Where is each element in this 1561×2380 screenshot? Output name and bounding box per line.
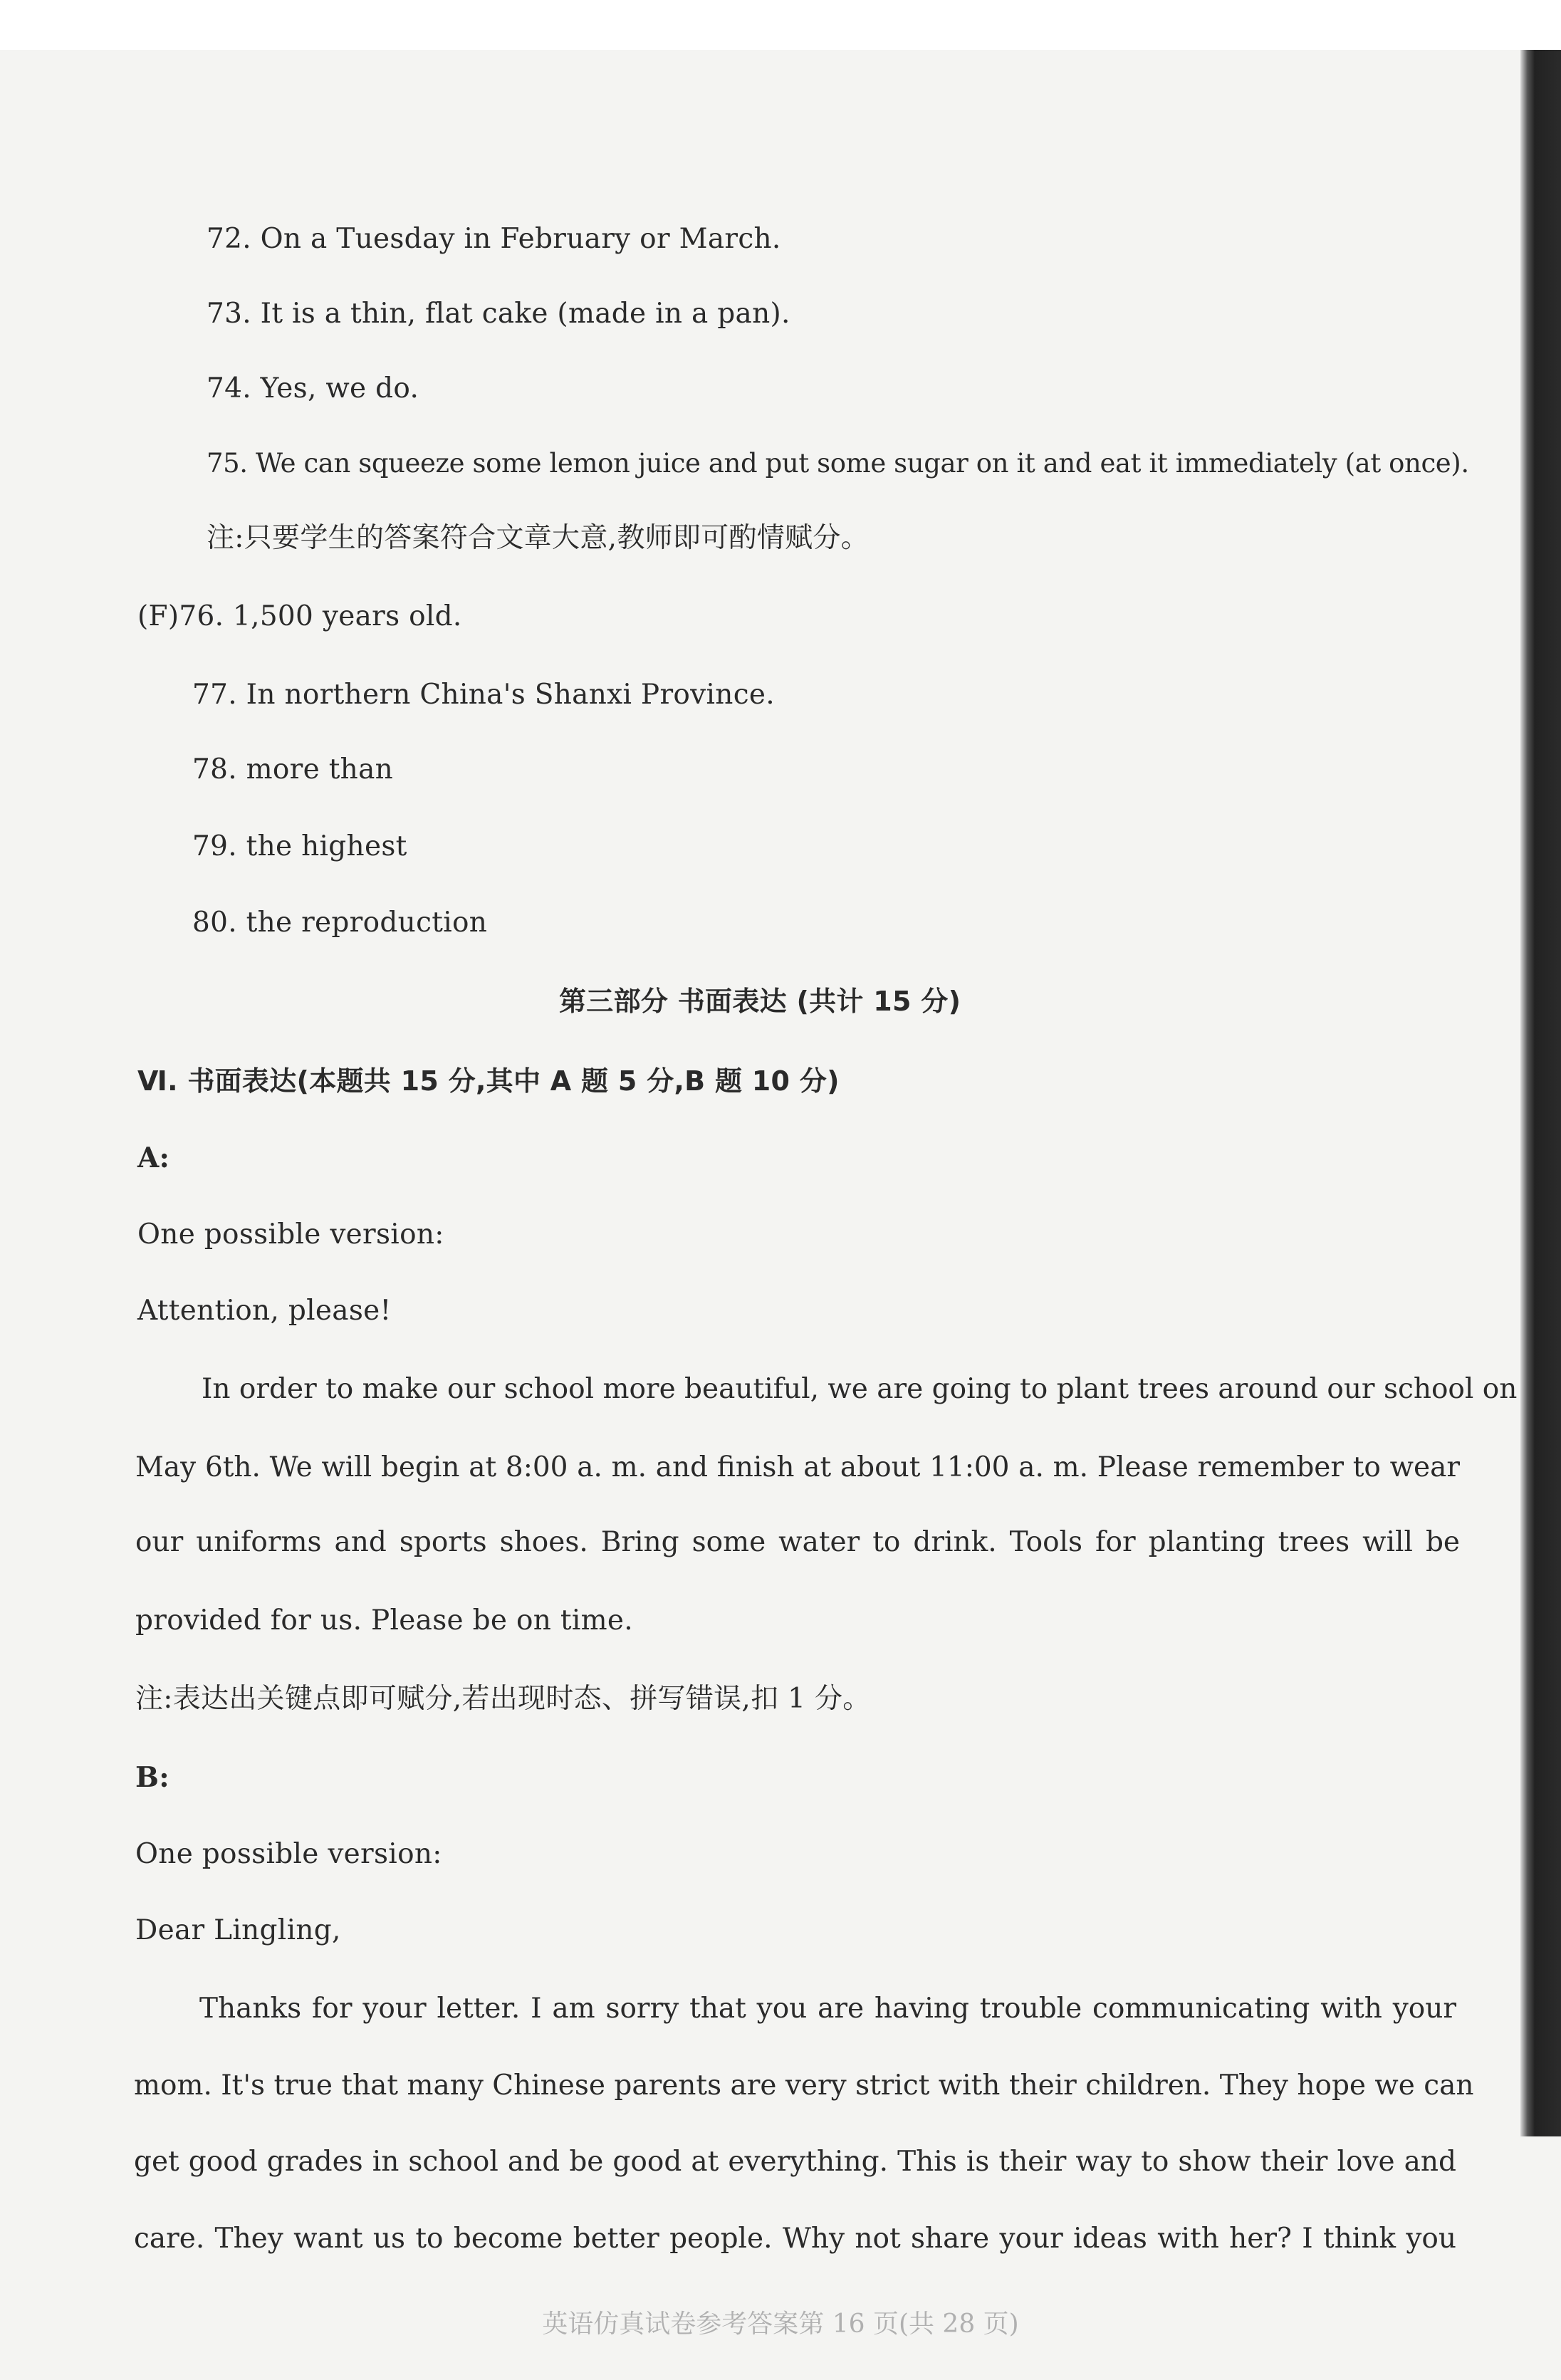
part-a-version: One possible version:: [137, 1218, 444, 1251]
scan-top-margin: [0, 0, 1561, 50]
note-scoring-e: 注:只要学生的答案符合文章大意,教师即可酌情赋分。: [207, 522, 870, 554]
page-footer: 英语仿真试卷参考答案第 16 页(共 28 页): [542, 2309, 1019, 2339]
section6-title: Ⅵ. 书面表达(本题共 15 分,其中 A 题 5 分,B 题 10 分): [137, 1065, 840, 1097]
part-b-line-3: get good grades in school and be good at everything. This is their way to show their love and: [134, 2146, 1456, 2178]
part-b-line-2: mom. It's true that many Chinese parents are very strict with their children. They hope we can: [134, 2070, 1474, 2102]
answer-77: 77. In northern China's Shanxi Province.: [192, 679, 775, 711]
part3-title: 第三部分 书面表达 (共计 15 分): [559, 986, 961, 1017]
answer-76: (F)76. 1,500 years old.: [137, 600, 462, 632]
part-a-line-3: our uniforms and sports shoes. Bring some water to drink. Tools for planting trees will be: [135, 1526, 1460, 1558]
part-b-version: One possible version:: [135, 1838, 442, 1870]
answer-75: 75. We can squeeze some lemon juice and put some sugar on it and eat it immediately (at once).: [207, 448, 1469, 479]
answer-74: 74. Yes, we do.: [207, 372, 419, 405]
part-b-label: B:: [135, 1761, 169, 1794]
part-a-greeting: Attention, please!: [137, 1295, 392, 1327]
answer-73: 73. It is a thin, flat cake (made in a pan).: [207, 298, 790, 330]
part-a-line-2: May 6th. We will begin at 8:00 a. m. and finish at about 11:00 a. m. Please remember to wear: [135, 1451, 1460, 1483]
part-b-greeting: Dear Lingling,: [135, 1914, 341, 1946]
part-a-label: A:: [137, 1142, 170, 1174]
note-scoring-a: 注:表达出关键点即可赋分,若出现时态、拼写错误,扣 1 分。: [135, 1683, 871, 1715]
part-b-line-4: care. They want us to become better people. Why not share your ideas with her? I think you: [134, 2223, 1456, 2255]
answer-80: 80. the reproduction: [192, 907, 488, 939]
answer-79: 79. the highest: [192, 830, 407, 862]
answer-72: 72. On a Tuesday in February or March.: [207, 223, 781, 255]
part-a-line-4: provided for us. Please be on time.: [135, 1604, 633, 1637]
scan-edge-shadow: [1520, 50, 1561, 2136]
part-a-line-1: In order to make our school more beautiful, we are going to plant trees around our school on: [202, 1373, 1518, 1405]
part-b-line-1: Thanks for your letter. I am sorry that you are having trouble communicating with your: [199, 1993, 1456, 2025]
answer-78: 78. more than: [192, 753, 394, 785]
